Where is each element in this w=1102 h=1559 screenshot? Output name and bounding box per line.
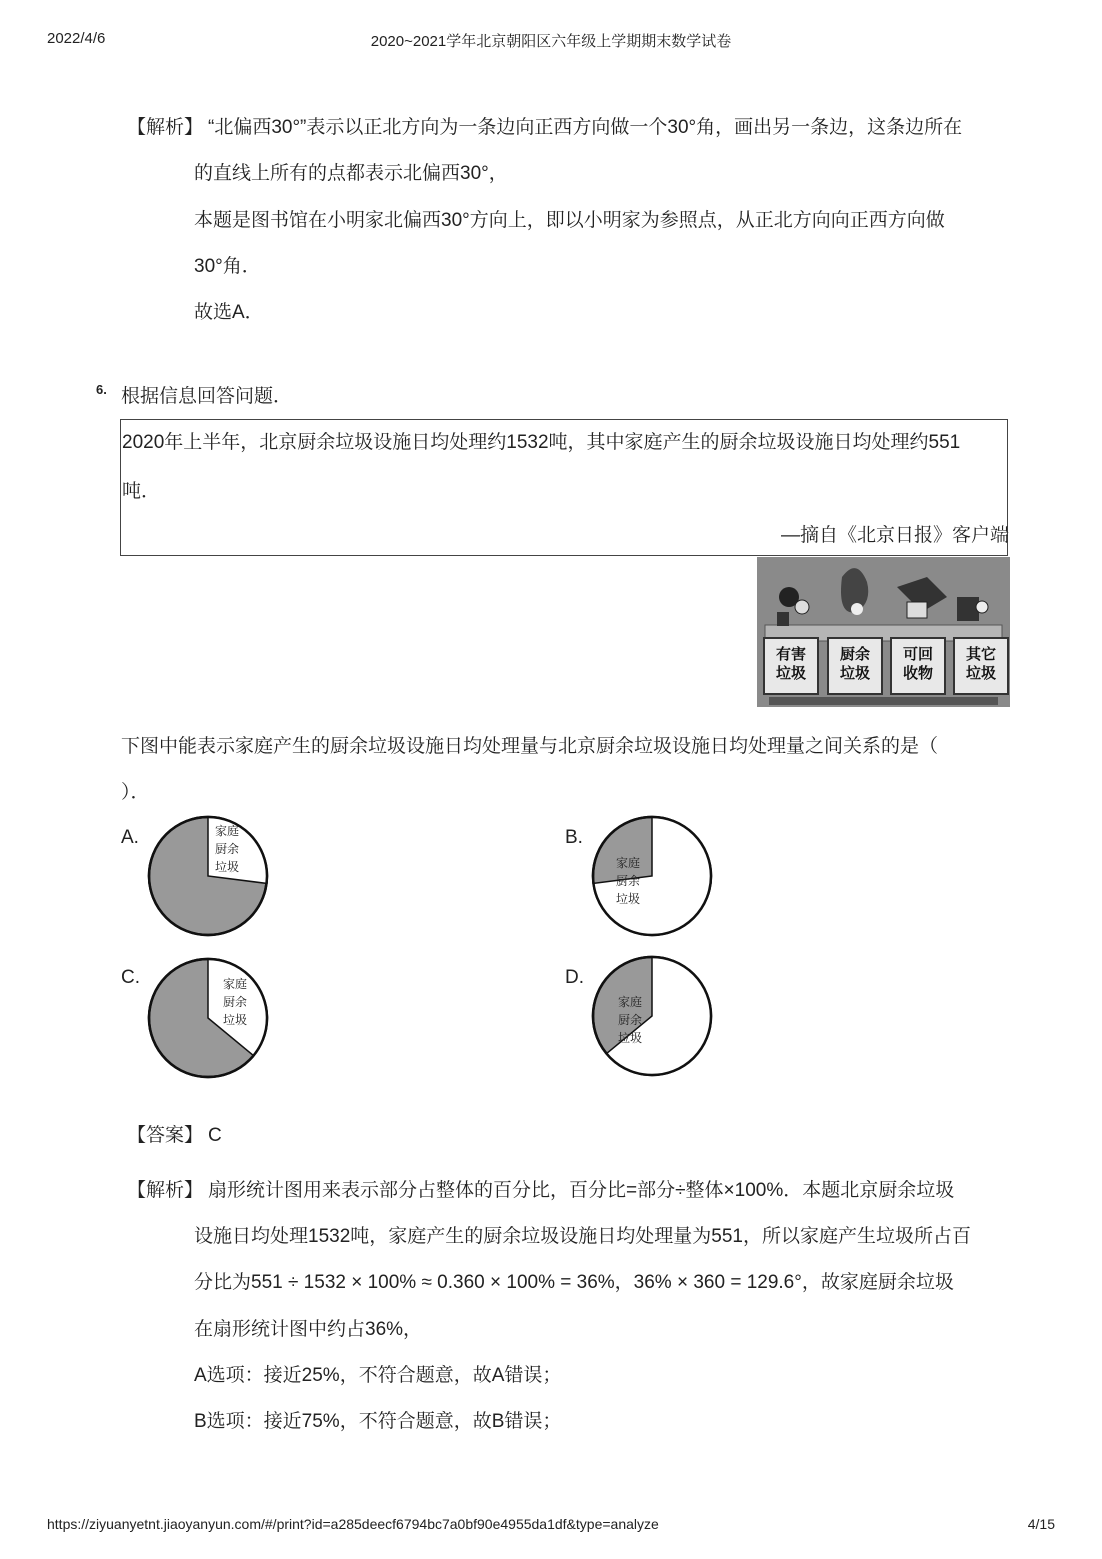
prev-analysis-line: “北偏西30°”表示以正北方向为一条边向正西方向做一个30°角，画出另一条边，这条边所在 (208, 117, 963, 138)
slice-label-line: 垃圾 (222, 1013, 247, 1027)
slice-label-line: 垃圾 (615, 892, 640, 906)
question-prompt: 根据信息回答问题． (121, 386, 293, 407)
bin-label-line: 垃圾 (965, 664, 996, 682)
prev-analysis-line: 故选A． (194, 302, 264, 323)
slice-label-line: 家庭 (615, 856, 640, 870)
bin-label-line: 垃圾 (839, 664, 870, 682)
slice-label-d (610, 993, 650, 1047)
slice-label-line: 垃圾 (214, 860, 239, 874)
analysis-line: 在扇形统计图中约占36%， (194, 1319, 423, 1340)
option-label-b[interactable]: B. (565, 827, 583, 848)
bin-label-line: 有害 (775, 645, 806, 663)
bin-label-line: 垃圾 (775, 664, 806, 682)
prev-analysis-label: 【解析】 (127, 117, 204, 138)
slice-label-line: 厨余 (617, 1013, 642, 1027)
answer-value: C (208, 1125, 222, 1146)
print-date: 2022/4/6 (47, 30, 106, 47)
question-ask-line: 下图中能表示家庭产生的厨余垃圾设施日均处理量与北京厨余垃圾设施日均处理量之间关系的是（ (121, 736, 939, 757)
analysis-line: 分比为551 ÷ 1532 × 100% ≈ 0.360 × 100% = 36%，36% × 360 = 129.6°，故家庭厨余垃圾 (194, 1272, 954, 1293)
slice-label-line: 厨余 (615, 874, 640, 888)
slice-label-b (608, 854, 648, 908)
slice-label-line: 家庭 (214, 824, 239, 838)
analysis-line: B选项：接近75%，不符合题意，故B错误； (194, 1411, 562, 1432)
pie-chart-d[interactable] (588, 952, 718, 1082)
bin-kitchen (827, 637, 883, 695)
footer-url[interactable]: https://ziyuanyetnt.jiaoyanyun.com/#/print?id=a285deecf6794bc7a0bf90e4955da1df&type=analyze (47, 1516, 659, 1532)
prev-analysis-line: 本题是图书馆在小明家北偏西30°方向上，即以小明家为参照点，从正北方向向正西方向做 (194, 210, 945, 231)
slice-label-line: 家庭 (617, 995, 642, 1009)
bin-recyclable (890, 637, 946, 695)
garbage-bins-illustration (757, 557, 1010, 707)
slice-label-line: 家庭 (222, 977, 247, 991)
answer-label: 【答案】 (127, 1125, 204, 1146)
quote-line: 吨． (122, 481, 161, 502)
slice-label-line: 垃圾 (617, 1031, 642, 1045)
print-title: 2020~2021学年北京朝阳区六年级上学期期末数学试卷 (370, 33, 732, 50)
bin-label-line: 可回 (902, 645, 933, 663)
slice-label-a (207, 822, 247, 876)
analysis-label: 【解析】 (127, 1180, 204, 1201)
prev-analysis-line: 30°角． (194, 256, 261, 277)
footer-page: 4/15 (1027, 1516, 1055, 1532)
bin-hazardous (763, 637, 819, 695)
option-label-d[interactable]: D. (565, 967, 584, 988)
option-label-c[interactable]: C. (121, 967, 140, 988)
question-number: 6. (96, 382, 107, 397)
bin-other (953, 637, 1009, 695)
prev-analysis-line: 的直线上所有的点都表示北偏西30°， (194, 163, 508, 184)
analysis-line: A选项：接近25%，不符合题意，故A错误； (194, 1365, 562, 1386)
quote-line: 2020年上半年，北京厨余垃圾设施日均处理约1532吨，其中家庭产生的厨余垃圾设施日均处理约551 (122, 432, 961, 453)
analysis-line: 设施日均处理1532吨，家庭产生的厨余垃圾设施日均处理量为551，所以家庭产生垃圾所占百 (194, 1226, 971, 1247)
quote-source: —摘自《北京日报》客户端 (780, 525, 1009, 546)
bin-label-line: 其它 (965, 645, 996, 663)
bin-label-line: 收物 (902, 664, 933, 682)
bin-label-line: 厨余 (839, 645, 870, 663)
option-label-a[interactable]: A. (121, 827, 139, 848)
analysis-line: 扇形统计图用来表示部分占整体的百分比，百分比=部分÷整体×100%．本题北京厨余垃圾 (208, 1180, 955, 1201)
question-ask-line: ）． (121, 782, 150, 803)
slice-label-line: 厨余 (222, 995, 247, 1009)
slice-label-line: 厨余 (214, 842, 239, 856)
slice-label-c (215, 975, 255, 1029)
